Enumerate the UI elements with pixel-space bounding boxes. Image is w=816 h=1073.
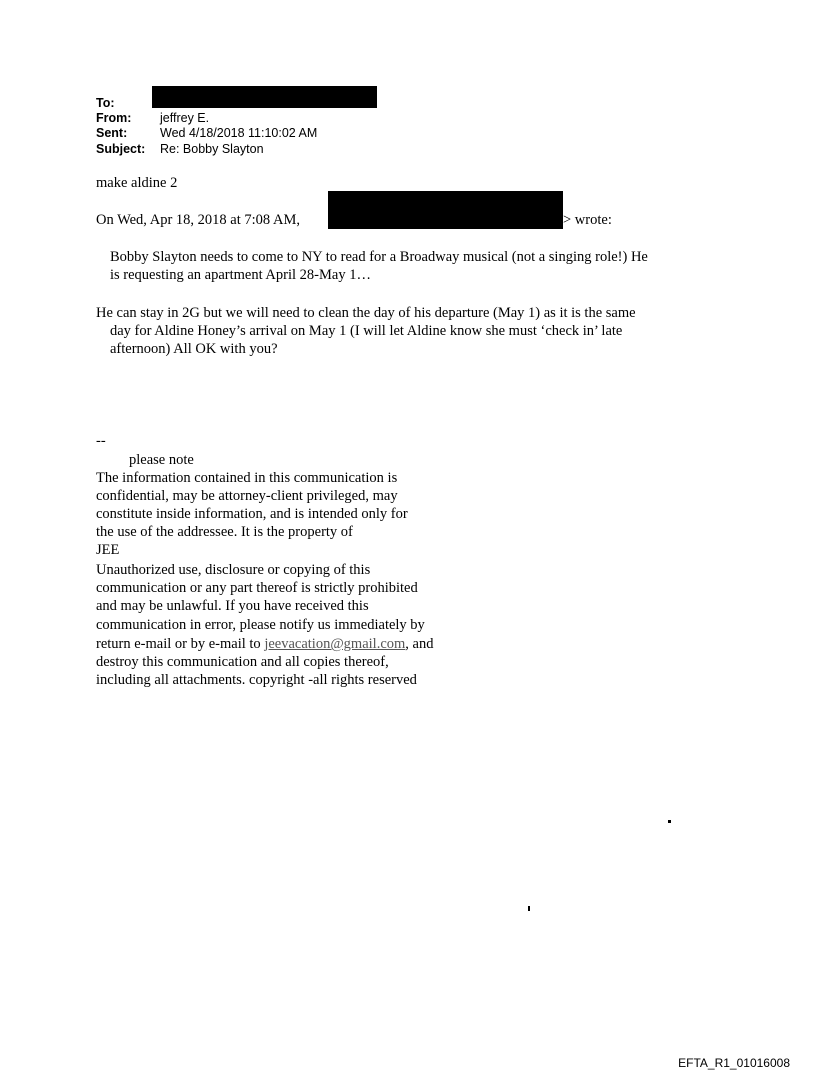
disclaimer-line: and may be unlawful. If you have received this xyxy=(96,598,369,614)
scan-speck xyxy=(528,906,530,911)
scan-speck xyxy=(668,820,671,823)
quoted-paragraph-1-line-1: Bobby Slayton needs to come to NY to read for a Broadway musical (not a singing role!) He xyxy=(110,249,648,265)
disclaimer-title: please note xyxy=(129,452,194,468)
sent-label: Sent: xyxy=(96,126,128,140)
disclaimer-line: destroy this communication and all copies thereof, xyxy=(96,654,389,670)
from-label: From: xyxy=(96,111,132,125)
redaction-bar-to xyxy=(152,86,377,108)
subject-row xyxy=(96,142,264,157)
from-row xyxy=(96,111,209,126)
reply-text: make aldine 2 xyxy=(96,175,178,191)
sent-value: Wed 4/18/2018 11:10:02 AM xyxy=(160,126,318,140)
quoted-paragraph-1-line-2: is requesting an apartment April 28-May 1… xyxy=(110,267,371,283)
quoted-paragraph-2-line-3: afternoon) All OK with you? xyxy=(110,341,278,357)
disclaimer-line: communication or any part thereof is strictly prohibited xyxy=(96,580,418,596)
disclaimer-line: Unauthorized use, disclosure or copying of this xyxy=(96,562,371,578)
disclaimer-email-suffix: , and xyxy=(405,636,434,652)
subject-value: Re: Bobby Slayton xyxy=(160,142,264,156)
sent-row xyxy=(96,126,317,141)
to-label: To: xyxy=(96,96,115,110)
document-id: EFTA_R1_01016008 xyxy=(678,1056,790,1070)
disclaimer-email-prefix: return e-mail or by e-mail to xyxy=(96,636,265,652)
redaction-bar-sender xyxy=(328,191,563,229)
quote-intro-after: > wrote: xyxy=(563,212,612,228)
disclaimer-email-line xyxy=(96,635,433,653)
quote-intro-before: On Wed, Apr 18, 2018 at 7:08 AM, xyxy=(96,212,300,228)
signature-separator: -- xyxy=(96,433,106,449)
to-row xyxy=(96,96,160,111)
quoted-paragraph-2-line-1: He can stay in 2G but we will need to clean the day of his departure (May 1) as it is the same xyxy=(96,305,636,321)
disclaimer-line: constitute inside information, and is intended only for xyxy=(96,506,408,522)
disclaimer-line: confidential, may be attorney-client privileged, may xyxy=(96,488,398,504)
disclaimer-line: JEE xyxy=(96,542,120,558)
disclaimer-line: the use of the addressee. It is the property of xyxy=(96,524,353,540)
subject-label: Subject: xyxy=(96,142,146,156)
disclaimer-line: including all attachments. copyright -all rights reserved xyxy=(96,672,417,688)
disclaimer-line: The information contained in this communication is xyxy=(96,470,398,486)
from-value: jeffrey E. xyxy=(160,111,210,125)
email-link[interactable]: jeevacation@gmail.com xyxy=(264,636,406,652)
quoted-paragraph-2-line-2: day for Aldine Honey’s arrival on May 1 (I will let Aldine know she must ‘check in’ late xyxy=(110,323,623,339)
disclaimer-line: communication in error, please notify us immediately by xyxy=(96,617,425,633)
